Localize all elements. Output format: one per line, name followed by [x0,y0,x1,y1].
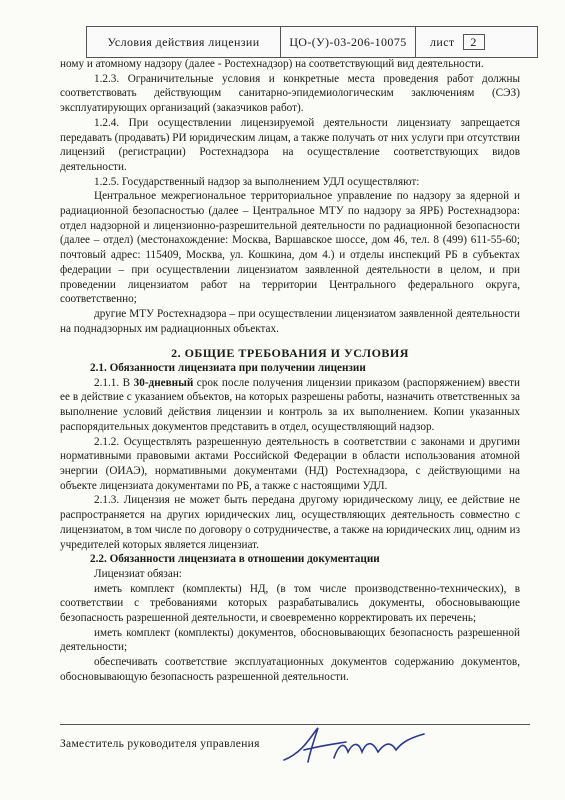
paragraph: 2.1.1. В 30-дневный срок после получения лицензии приказом (распоряжением) ввести ее в действие с указанием объектов, на которых разрешены работы, назначить ответственных за выполнение условий действия лицензии и контроль за их выполнением. Копии указанных распорядительных документов представить в отдел, осуществляющий надзор. [60,376,520,433]
subsection-heading: 2.1. Обязанности лицензиата при получении лицензии [90,362,366,375]
paragraph: 2.1.3. Лицензия не может быть передана другому юридическому лицу, ее действие не распространяется на других юридических лиц, осуществляющих деятельность совместно с лицензиатом, в том числе по договору о сотрудничестве, а также на юридических лиц, одним из учредителей которых является лицензиат. [60,494,520,551]
paragraph: Лицензиат обязан: [94,567,182,580]
sheet-indicator [416,27,537,57]
document-title: Условия действия лицензии [87,27,281,57]
sheet-number: 2 [463,34,485,50]
paragraph: 1.2.5. Государственный надзор за выполнением УДЛ осуществляют: [94,175,420,188]
document-code: ЦО-(У)-03-206-10075 [281,27,416,57]
paragraph: 1.2.3. Ограничительные условия и конкретные места проведения работ должны соответствовать действующим санитарно-эпидемиологическим заключениям (СЭЗ) эксплуатирующих организаций (заказчиков работ). [60,72,520,115]
paragraph: Центральное межрегиональное территориальное управление по надзору за ядерной и радиационной безопасностью (далее – Центральное МТУ по надзору за ЯРБ) Ростехнадзора: отдел надзорной и лицензионно-разрешительной деятельности по радиационной безопасности (далее – отдел) (местонахождение: Москва, Варшавское шоссе, дом 46, тел. 8 (499) 611-55-60; почтовый адрес: 115409, Москва, ул. Кошкина, дом 4.) и отделы инспекций РБ в субъектах федерации – при осуществлении лицензиатом заявленной деятельности в целом, и при проведении лицензиатом работ на территории Центрального федерального округа, соответственно; [60,190,520,306]
paragraph: ному и атомному надзору (далее - Ростехнадзор) на соответствующий вид деятельности. [60,58,484,70]
paragraph: 1.2.4. При осуществлении лицензируемой деятельности лицензиату запрещается передавать (продавать) РИ юридическим лицам, а также получать от них услуги при отсутствии лицензий (регистрации) Ростехнадзора на осуществление соответствующих видов деятельности. [60,116,520,173]
document-body [60,57,520,685]
paragraph: другие МТУ Ростехнадзора – при осуществлении лицензиатом заявленной деятельности на поднадзорных им радиационных объектах. [60,307,520,335]
signatory-label: Заместитель руководителя управления [60,738,260,750]
paragraph: иметь комплект (комплекты) НД, (в том числе производственно-технических), в соответствии с требованиями которых разрабатывались документы, обосновывающие безопасность разрешенной деятельности, и своевременно корректировать их перечень; [60,582,520,625]
document-header [86,26,538,58]
document-footer [60,724,530,768]
paragraph: 2.1.2. Осуществлять разрешенную деятельность в соответствии с законами и другими нормативными правовыми актами Российской Федерации в области использования атомной энергии (ОИАЭ), нормативными документами (НД) Ростехнадзора, с действующими на объекте лицензиата документами по РБ, а также с настоящими УДЛ. [60,435,520,492]
paragraph: обеспечивать соответствие эксплуатационных документов содержанию документов, обосновывающую безопасность разрешенной деятельности. [60,656,520,683]
subsection-heading: 2.2. Обязанности лицензиата в отношении документации [90,553,380,566]
paragraph: иметь комплект (комплекты) документов, обосновывающих безопасность разрешенной деятельности; [60,626,520,654]
section-heading: 2. ОБЩИЕ ТРЕБОВАНИЯ И УСЛОВИЯ [171,346,409,361]
handwritten-signature [274,722,434,766]
emphasis-text: 30-дневный [133,376,194,389]
sheet-label: лист [430,34,455,49]
